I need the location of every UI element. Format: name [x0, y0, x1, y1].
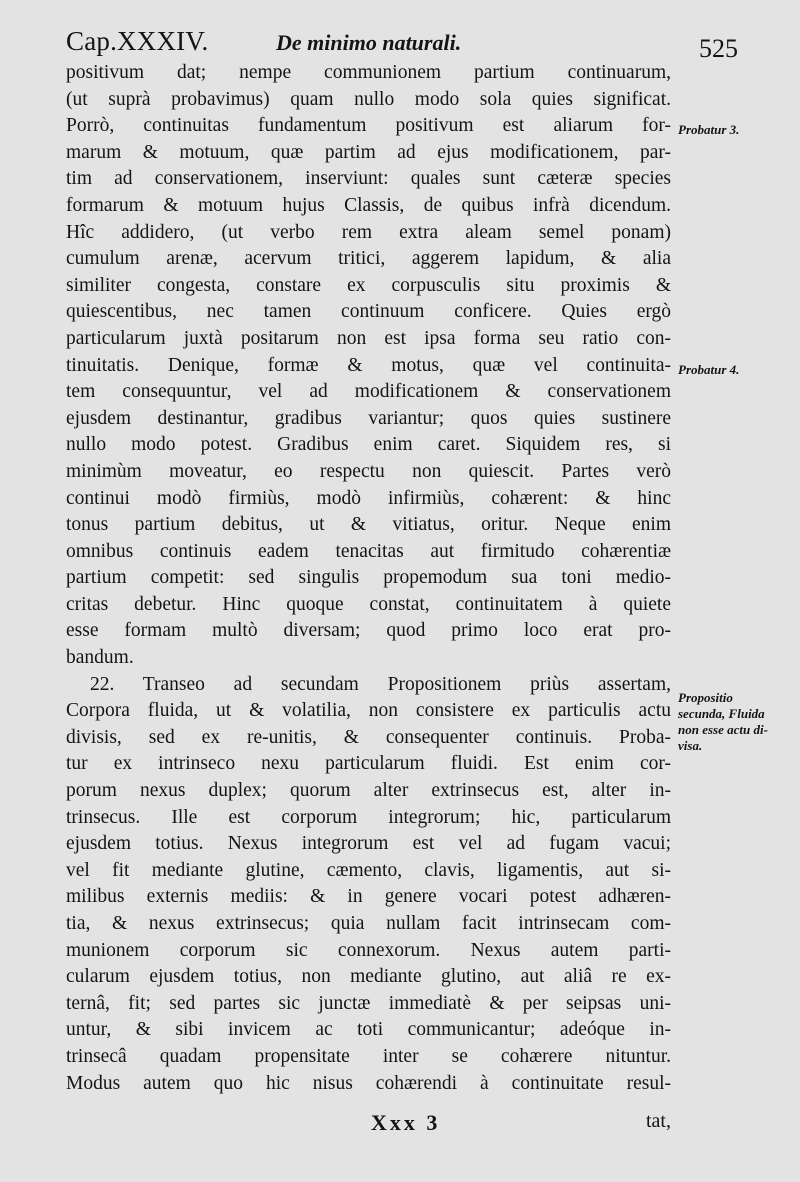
text-line: tem consequuntur, vel ad modificationem & conservationem — [66, 381, 671, 403]
running-head: Cap.XXXIV. — [66, 26, 209, 56]
text-line: omnibus continuis eadem tenacitas aut firmitudo cohærentiæ — [66, 540, 671, 562]
text-line: formarum & motuum hujus Classis, de quibus infrà dicendum. — [66, 194, 671, 216]
text-line: trinsecâ quadam propensitate inter se cohærere nituntur. — [66, 1045, 671, 1067]
text-line: Modus autem quo hic nisus cohærendi à continuitate resul- — [66, 1072, 671, 1094]
text-line: bandum. — [66, 647, 134, 669]
text-line: continui modò firmiùs, modò infirmiùs, cohærent: & hinc — [66, 487, 671, 509]
margin-note-probatur-3: Probatur 3. — [678, 122, 740, 137]
text-line: marum & motuum, quæ partim ad ejus modificationem, par- — [66, 141, 671, 163]
signature-mark: Xxx 3 — [371, 1110, 441, 1135]
text-line: tia, & nexus extrinsecus; quia nullam facit intrinsecam com- — [66, 913, 671, 934]
text-line: ternâ, fit; sed partes sic junctæ immediatè & per seipsas uni- — [66, 992, 671, 1014]
text-line: particularum juxtà positarum non est ipsa forma seu ratio con- — [66, 327, 671, 349]
catchword: tat, — [646, 1110, 671, 1132]
margin-note-propositio-secunda: Propositio secunda, Fluida non esse actu di-visa. — [678, 690, 768, 753]
paragraph-start-line: 22. Transeo ad secundam Propositionem priùs assertam, — [90, 673, 671, 695]
text-line: minimùm moveatur, eo respectu non quiescit. Partes verò — [66, 460, 671, 482]
text-line: positivum dat; nempe communionem partium continuarum, — [66, 62, 671, 83]
text-line: quiescentibus, nec tamen continuum conficere. Quies ergò — [66, 301, 671, 323]
margin-note-probatur-4: Probatur 4. — [678, 362, 740, 377]
text-line: ejusdem destinantur, gradibus variantur; quos quies sustinere — [66, 407, 671, 429]
text-line: tinuitatis. Denique, formæ & motus, quæ vel continuita- — [66, 354, 671, 376]
text-line: tur ex intrinseco nexu particularum fluidi. Est enim cor- — [66, 753, 671, 775]
text-line: Hîc addidero, (ut verbo rem extra aleam semel ponam) — [66, 221, 671, 243]
page-number: 525 — [699, 34, 738, 63]
text-line: porum nexus duplex; quorum alter extrinsecus est, alter in- — [66, 780, 671, 802]
text-line: vel fit mediante glutine, cæmento, clavis, ligamentis, aut si- — [66, 859, 671, 881]
text-line: munionem corporum sic connexorum. Nexus autem parti- — [66, 939, 671, 961]
text-line: tonus partium debitus, ut & vitiatus, oritur. Neque enim — [66, 514, 671, 536]
body-text — [66, 60, 671, 1097]
text-line: ejusdem totius. Nexus integrorum est vel ad fugam vacui; — [66, 833, 671, 855]
text-line: cumulum arenæ, acervum tritici, aggerem lapidum, & alia — [66, 248, 671, 270]
text-line: trinsecus. Ille est corporum integrorum; hic, particularum — [66, 806, 671, 828]
text-line: esse formam multò diversam; quod primo loco erat pro- — [66, 620, 671, 642]
text-line: cularum ejusdem totius, non mediante glutino, aut aliâ re ex- — [66, 966, 671, 988]
text-line: critas debetur. Hinc quoque constat, continuitatem à quiete — [66, 593, 671, 615]
text-line: partium competit: sed singulis propemodum sua toni medio- — [66, 567, 671, 589]
text-line: (ut suprà probavimus) quam nullo modo sola quies significat. — [66, 88, 671, 110]
running-title: De minimo naturali. — [276, 30, 462, 55]
page-footer — [66, 1110, 671, 1140]
text-line: nullo modo potest. Gradibus enim caret. Siquidem res, si — [66, 434, 671, 456]
page-header — [66, 22, 746, 62]
text-line: untur, & sibi invicem ac toti communicantur; adeóque in- — [66, 1019, 671, 1041]
text-line: tim ad conservationem, inserviunt: quales sunt cæteræ species — [66, 168, 671, 190]
text-line: Porrò, continuitas fundamentum positivum est aliarum for- — [66, 115, 671, 137]
text-line: similiter congesta, constare ex corpusculis situ proximis & — [66, 274, 671, 296]
text-line: Corpora fluida, ut & volatilia, non consistere ex particulis actu — [66, 700, 671, 722]
text-line: milibus externis mediis: & in genere vocari potest adhæren- — [66, 886, 671, 908]
text-line: divisis, sed ex re-unitis, & consequenter continuis. Proba- — [66, 726, 671, 748]
